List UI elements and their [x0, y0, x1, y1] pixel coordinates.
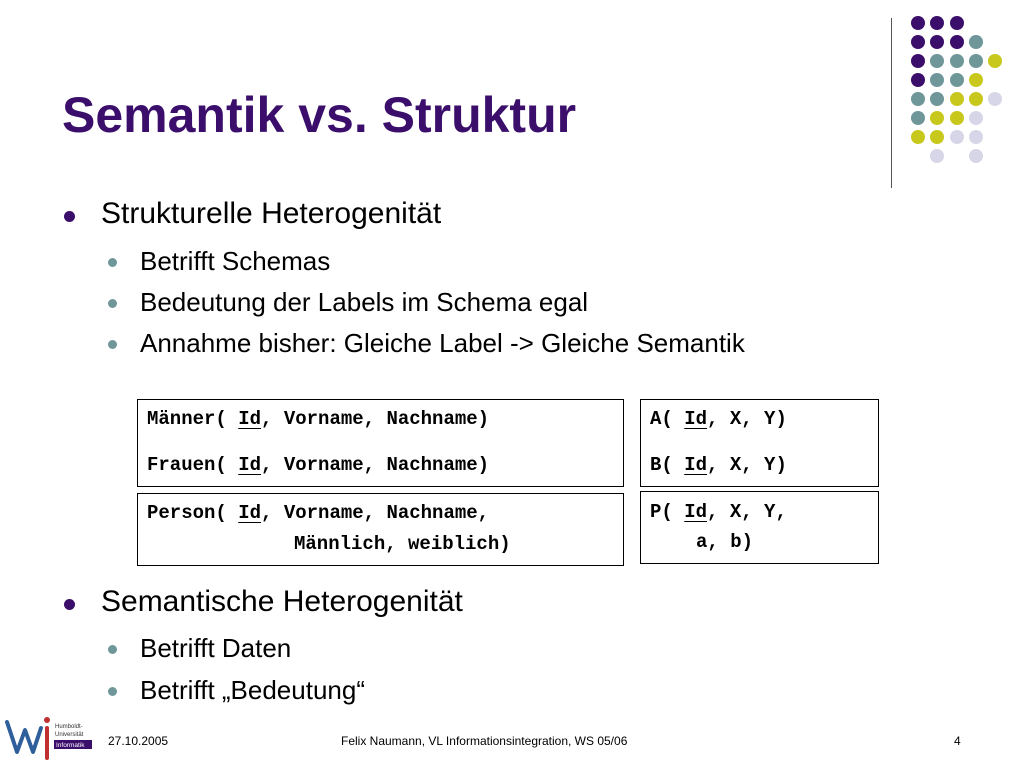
sub-bullet-dot-icon [108, 258, 117, 267]
dot [950, 35, 964, 49]
sub-bullet-text: Betrifft Daten [140, 633, 292, 663]
dot [950, 73, 964, 87]
dot [930, 149, 944, 163]
sub-bullet-dot-icon [108, 340, 117, 349]
dot [988, 92, 1002, 106]
schema-key: Id [684, 408, 708, 430]
schema-line [650, 454, 787, 476]
dot [950, 92, 964, 106]
schema-prefix: Männer( [147, 408, 239, 430]
dot [930, 111, 944, 125]
logo-line1: Humboldt- [55, 724, 83, 730]
dot [969, 73, 983, 87]
schema-line [147, 408, 489, 430]
dot [950, 111, 964, 125]
logo-line3: Informatik [56, 742, 85, 749]
schema-prefix: B( [650, 454, 685, 476]
schema-key: Id [684, 501, 708, 523]
dot [911, 111, 925, 125]
slide-title: Semantik vs. Struktur [62, 87, 577, 143]
schema-prefix: Person( [147, 502, 239, 524]
schema-line: a, b) [696, 531, 754, 553]
dot [930, 16, 944, 30]
dot [911, 73, 925, 87]
dot [969, 54, 983, 68]
university-logo [4, 714, 96, 762]
schema-key: Id [238, 502, 262, 524]
bullet-dot-icon [64, 211, 75, 222]
dot [969, 111, 983, 125]
dot [988, 54, 1002, 68]
footer-date: 27.10.2005 [108, 734, 169, 748]
schema-box-right-bottom [640, 491, 879, 564]
dot [911, 54, 925, 68]
schema-suffix: , X, Y) [707, 408, 787, 430]
dot [969, 35, 983, 49]
schema-line [147, 454, 489, 476]
bullet-dot-icon [64, 599, 75, 610]
schema-suffix: , Vorname, Nachname) [261, 408, 490, 430]
bullet-text: Semantische Heterogenität [101, 585, 463, 618]
schema-prefix: Frauen( [147, 454, 239, 476]
schema-key: Id [238, 454, 262, 476]
dot [950, 130, 964, 144]
schema-suffix: , X, Y, [707, 501, 787, 523]
schema-prefix: P( [650, 501, 685, 523]
schema-box-right-top [640, 399, 879, 487]
schema-line [147, 502, 489, 524]
schema-box-left-bottom [137, 493, 624, 566]
title-divider [891, 18, 892, 188]
schema-suffix: , Vorname, Nachname) [261, 454, 490, 476]
sub-bullet-text: Bedeutung der Labels im Schema egal [140, 287, 589, 317]
dot [969, 92, 983, 106]
schema-line [650, 501, 787, 523]
dot [930, 130, 944, 144]
sub-bullet-dot-icon [108, 299, 117, 308]
schema-line [650, 408, 787, 430]
sub-bullet-text: Betrifft „Bedeutung“ [140, 675, 365, 705]
schema-line: Männlich, weiblich) [294, 533, 511, 555]
dot [950, 16, 964, 30]
page-number: 4 [954, 734, 961, 748]
sub-bullet-dot-icon [108, 687, 117, 696]
dot [911, 130, 925, 144]
schema-suffix: , Vorname, Nachname, [261, 502, 490, 524]
dot [930, 92, 944, 106]
dot [930, 35, 944, 49]
dot [911, 35, 925, 49]
dot [930, 54, 944, 68]
dot [911, 92, 925, 106]
schema-key: Id [684, 454, 708, 476]
schema-prefix: A( [650, 408, 685, 430]
sub-bullet-dot-icon [108, 645, 117, 654]
schema-box-left-top [137, 399, 624, 487]
dot [950, 54, 964, 68]
dot [930, 73, 944, 87]
sub-bullet-text: Annahme bisher: Gleiche Label -> Gleiche Semantik [140, 328, 745, 358]
dot [969, 149, 983, 163]
bullet-text: Strukturelle Heterogenität [101, 197, 442, 230]
schema-suffix: , X, Y) [707, 454, 787, 476]
dot [911, 16, 925, 30]
dot [969, 130, 983, 144]
footer-author: Felix Naumann, VL Informationsintegration, WS 05/06 [341, 734, 628, 748]
schema-key: Id [238, 408, 262, 430]
logo-line2: Universität [55, 732, 84, 738]
sub-bullet-text: Betrifft Schemas [140, 246, 331, 276]
